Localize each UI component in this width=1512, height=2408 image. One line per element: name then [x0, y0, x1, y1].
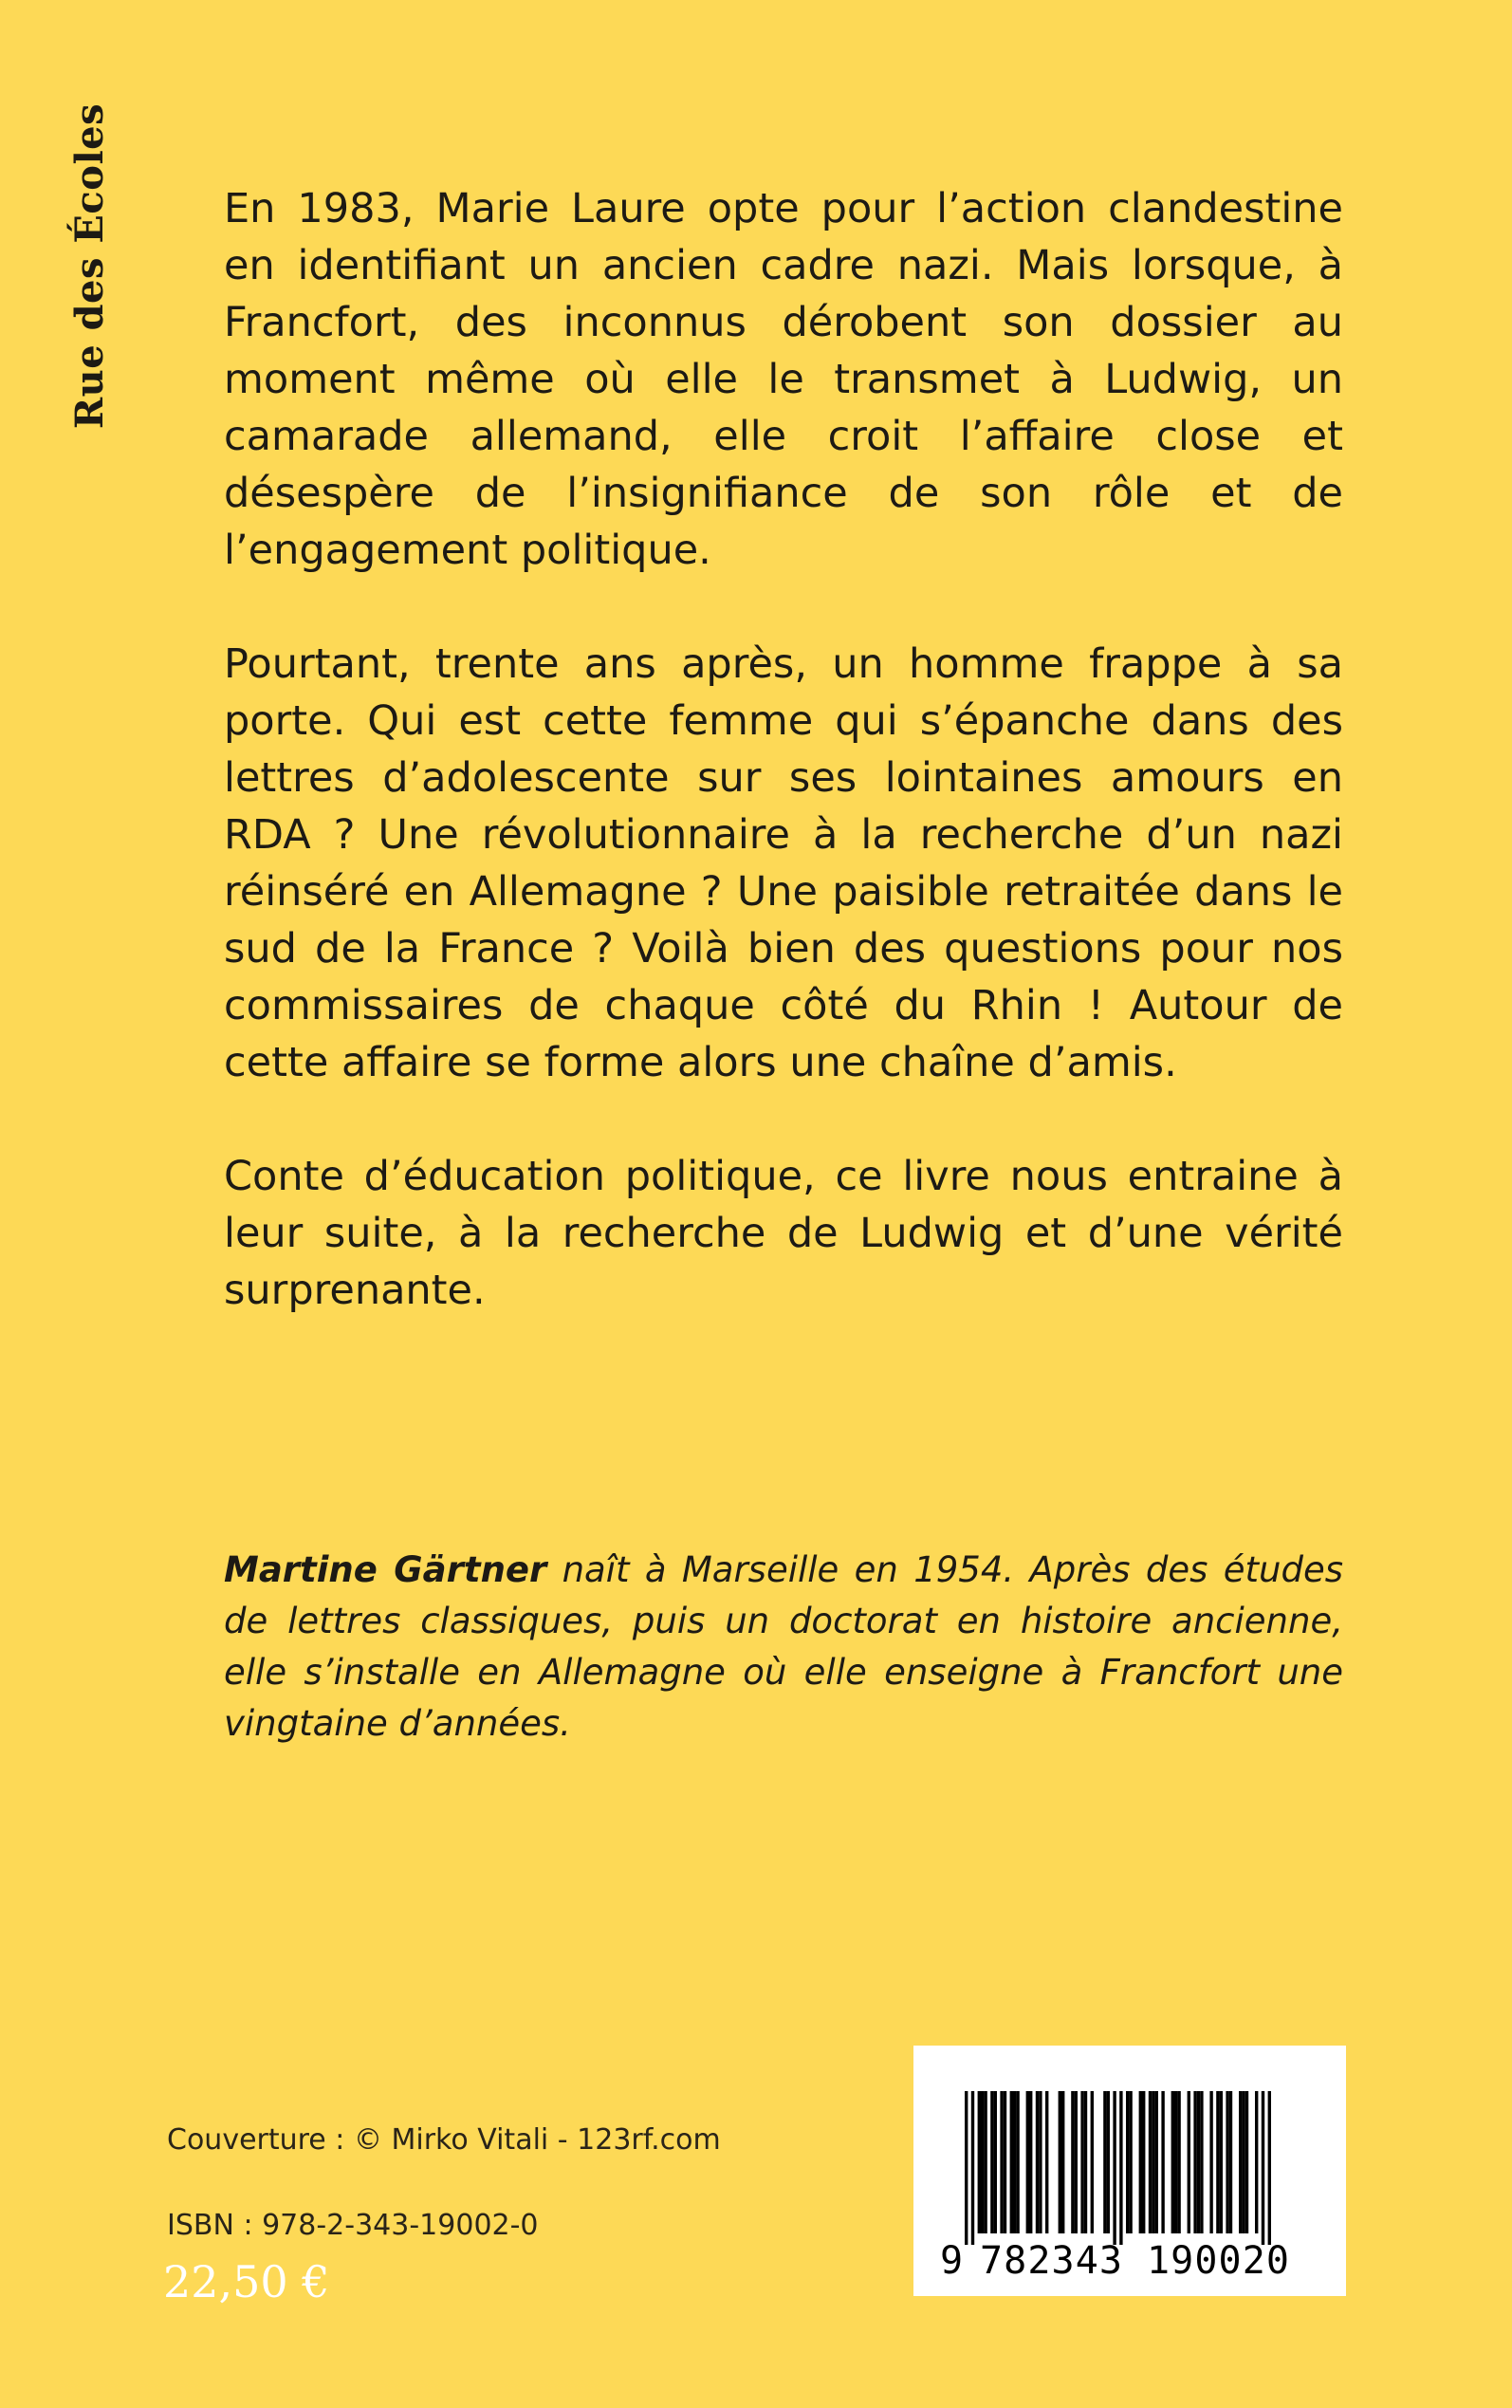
- barcode-bars: [965, 2091, 1271, 2245]
- barcode-bar: [1216, 2091, 1219, 2233]
- barcode-bar: [1084, 2091, 1087, 2233]
- barcode-bar: [1126, 2091, 1129, 2233]
- barcode-bar: [1268, 2091, 1271, 2245]
- barcode-bar: [1242, 2091, 1245, 2233]
- barcode-bar: [1226, 2091, 1228, 2233]
- barcode-bar: [1152, 2091, 1154, 2233]
- barcode-left-digits: 782343: [980, 2239, 1122, 2281]
- barcode-bar: [1262, 2091, 1264, 2245]
- barcode-bar: [994, 2091, 997, 2233]
- barcode-bar: [1209, 2091, 1212, 2233]
- barcode-bar: [1142, 2091, 1145, 2233]
- barcode-bar: [1229, 2091, 1232, 2233]
- barcode-bar: [1188, 2091, 1190, 2233]
- barcode-bar: [1029, 2091, 1032, 2233]
- isbn-number: ISBN : 978-2-343-19002-0: [167, 2209, 539, 2242]
- barcode-bar: [1161, 2091, 1164, 2233]
- barcode-bar: [1013, 2091, 1016, 2233]
- barcode-bar: [1061, 2091, 1064, 2233]
- barcode-bar: [1245, 2091, 1248, 2233]
- barcode-bar: [1026, 2091, 1029, 2233]
- blurb-paragraph-2: Pourtant, trente ans après, un homme frappe à sa porte. Qui est cette femme qui s’épanche dans des lettres d’adolescente sur ses lointaines amours en RDA ? Une révolutionnaire à la recherche d’un nazi réinséré en Allemagne ? Une paisible retraitée dans le sud de la France ? Voilà bien des questions pour nos commissaires de chaque côté du Rhin ! Autour de cette affaire se forme alors une chaîne d’amis.: [224, 640, 1343, 1086]
- barcode-first-digit: 9: [940, 2239, 964, 2281]
- barcode-bar: [981, 2091, 984, 2233]
- collection-name: Rue des Écoles: [67, 102, 113, 429]
- barcode-bar: [1239, 2091, 1242, 2233]
- barcode-bar: [984, 2091, 986, 2233]
- blurb-paragraph-3: Conte d’éducation politique, ce livre nous entraine à leur suite, à la recherche de Ludwig et d’une vérité surprenante.: [224, 1153, 1343, 1314]
- barcode-bar: [1200, 2091, 1203, 2233]
- barcode-bar: [978, 2091, 981, 2233]
- barcode-bar: [990, 2091, 993, 2233]
- barcode-bar: [1075, 2091, 1078, 2233]
- barcode-bar: [1107, 2091, 1110, 2233]
- barcode-bar: [1174, 2091, 1177, 2233]
- barcode-bar: [1004, 2091, 1006, 2233]
- back-cover-blurb: [224, 180, 1343, 1376]
- barcode-bar: [1039, 2091, 1042, 2233]
- barcode-bar: [1113, 2091, 1116, 2245]
- author-bio-text: naît à Marseille en 1954. Après des études de lettres classiques, puis un doctorat en histoire ancienne, elle s’installe en Allemagne où elle enseigne à Francfort une vingtaine d’années.: [224, 1549, 1343, 1744]
- barcode-bar: [1059, 2091, 1061, 2233]
- barcode-bar: [1177, 2091, 1180, 2233]
- barcode-bar: [1129, 2091, 1132, 2233]
- barcode-bar: [1080, 2091, 1083, 2233]
- barcode-bar: [1045, 2091, 1048, 2233]
- barcode-bar: [1119, 2091, 1122, 2245]
- barcode-bar: [1193, 2091, 1196, 2233]
- collection-name-spine: [66, 102, 114, 429]
- barcode-bar: [971, 2091, 974, 2245]
- barcode-bar: [1220, 2091, 1223, 2233]
- barcode-panel: [913, 2046, 1346, 2296]
- barcode-bar: [1197, 2091, 1200, 2233]
- barcode-bar: [1149, 2091, 1152, 2233]
- barcode-bar: [1091, 2091, 1094, 2233]
- barcode-bar: [1155, 2091, 1158, 2233]
- barcode-bar: [1103, 2091, 1106, 2233]
- price-label: 22,50 €: [163, 2256, 330, 2307]
- barcode-bar: [965, 2091, 968, 2245]
- author-name: Martine Gärtner: [224, 1549, 547, 1590]
- barcode-bar: [1171, 2091, 1174, 2233]
- barcode-bar: [1016, 2091, 1019, 2233]
- barcode-bar: [1036, 2091, 1039, 2233]
- barcode-right-digits: 190020: [1147, 2239, 1289, 2281]
- barcode-bar: [1071, 2091, 1074, 2233]
- barcode-bar: [1139, 2091, 1142, 2233]
- barcode: [931, 2091, 1329, 2281]
- author-bio: [224, 1545, 1343, 1750]
- blurb-paragraph-1: En 1983, Marie Laure opte pour l’action clandestine en identifiant un ancien cadre nazi. Mais lorsque, à Francfort, des inconnus dérobent son dossier au moment même où elle le transmet à Ludwig, un camarade allemand, elle croit l’affaire close et désespère de l’insignifiance de son rôle et de l’engagement politique.: [224, 185, 1343, 574]
- barcode-bar: [1010, 2091, 1013, 2233]
- cover-credit: Couverture : © Mirko Vitali - 123rf.com: [167, 2123, 721, 2157]
- barcode-bar: [1255, 2091, 1258, 2233]
- barcode-bar: [1000, 2091, 1003, 2233]
